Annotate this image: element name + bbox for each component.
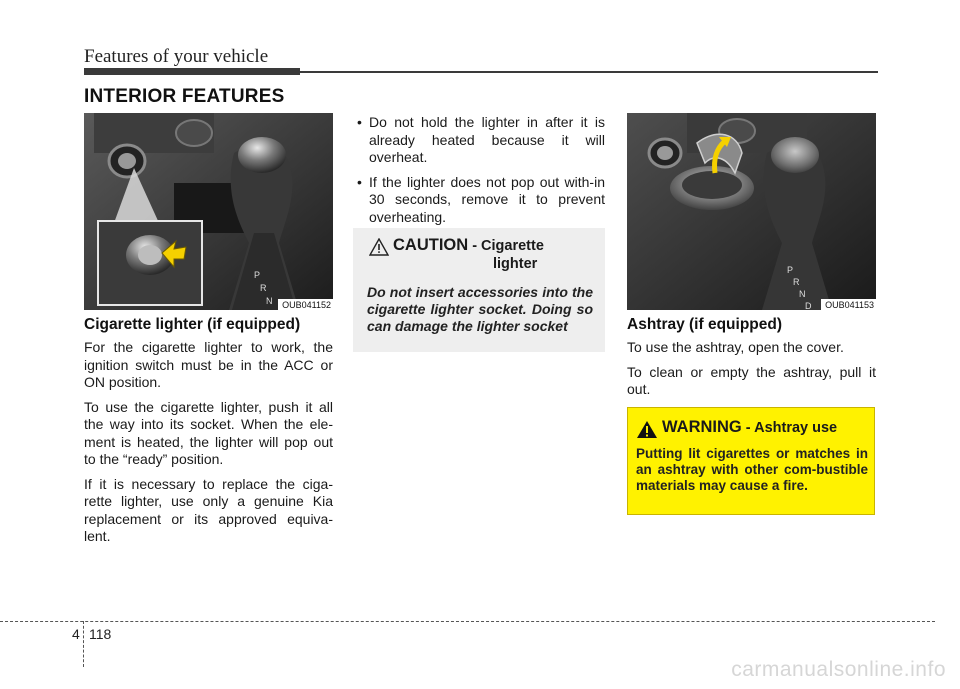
ashtray-illustration xyxy=(627,113,876,310)
footer-divider xyxy=(83,621,84,667)
svg-text:D: D xyxy=(805,301,812,310)
warning-body: Putting lit cigarettes or matches in an ashtray with other com-bustible materials may cause a fire. xyxy=(636,446,868,493)
paragraph: If it is necessary to replace the ciga-rette lighter, use only a genuine Kia replacement or its approved equiva-lent. xyxy=(84,475,333,544)
footer-rule xyxy=(0,621,935,622)
svg-text:R: R xyxy=(793,277,800,287)
warning-box xyxy=(627,407,875,515)
chapter-number: 4 xyxy=(72,626,80,642)
list-item xyxy=(353,174,605,227)
caution-label: CAUTION xyxy=(393,236,469,254)
bullet-text: Do not hold the lighter in after it is already heated because it will overheat. xyxy=(369,114,605,165)
caution-subject-line2: lighter xyxy=(493,256,538,272)
caution-triangle-icon xyxy=(369,238,389,256)
svg-text:P: P xyxy=(254,270,261,280)
ashtray-body xyxy=(627,339,876,406)
cigarette-lighter-heading: Cigarette lighter (if equipped) xyxy=(84,316,301,333)
caution-box xyxy=(353,228,605,352)
warning-label: WARNING xyxy=(662,418,742,436)
ashtray-photo xyxy=(627,113,876,310)
header-rule xyxy=(300,71,878,73)
cigarette-lighter-body xyxy=(84,339,333,553)
ashtray-heading: Ashtray (if equipped) xyxy=(627,316,783,333)
warning-triangle-icon xyxy=(636,420,658,439)
header-title: Features of your vehicle xyxy=(84,46,269,67)
bullet-dot: • xyxy=(357,114,362,130)
header-bar xyxy=(84,68,300,75)
caution-body: Do not insert accessories into the cigarette lighter socket. Doing so can damage the lighter socket xyxy=(367,284,593,334)
bullet-dot: • xyxy=(357,173,362,190)
caution-title xyxy=(393,236,544,255)
paragraph: To use the ashtray, open the cover. xyxy=(627,339,844,355)
watermark: carmanualsonline.info xyxy=(731,658,946,681)
warning-subject: - Ashtray use xyxy=(741,420,838,436)
cigarette-lighter-photo xyxy=(84,113,333,310)
paragraph: To clean or empty the ashtray, pull it out. xyxy=(627,363,876,397)
lighter-bullet-list xyxy=(353,114,605,233)
warning-title xyxy=(662,418,837,437)
svg-text:P: P xyxy=(787,265,794,275)
svg-text:R: R xyxy=(260,283,267,293)
bullet-text: If the lighter does not pop out with-in 30 seconds, remove it to prevent overheating. xyxy=(369,173,605,225)
paragraph: To use the cigarette lighter, push it all the way into its socket. When the ele-ment is heated, the lighter will pop out to the “ready” position. xyxy=(84,398,333,467)
list-item xyxy=(353,114,605,167)
paragraph: For the cigarette lighter to work, the ignition switch must be in the ACC or ON position. xyxy=(84,339,333,390)
section-title: INTERIOR FEATURES xyxy=(84,86,285,107)
svg-text:N: N xyxy=(266,296,273,306)
svg-text:N: N xyxy=(799,289,806,299)
cigarette-lighter-illustration xyxy=(84,113,333,310)
page-number: 118 xyxy=(89,626,112,642)
caution-subject: - Cigarette xyxy=(468,238,544,254)
photo-code: OUB041152 xyxy=(278,299,333,310)
photo-code: OUB041153 xyxy=(821,299,876,310)
